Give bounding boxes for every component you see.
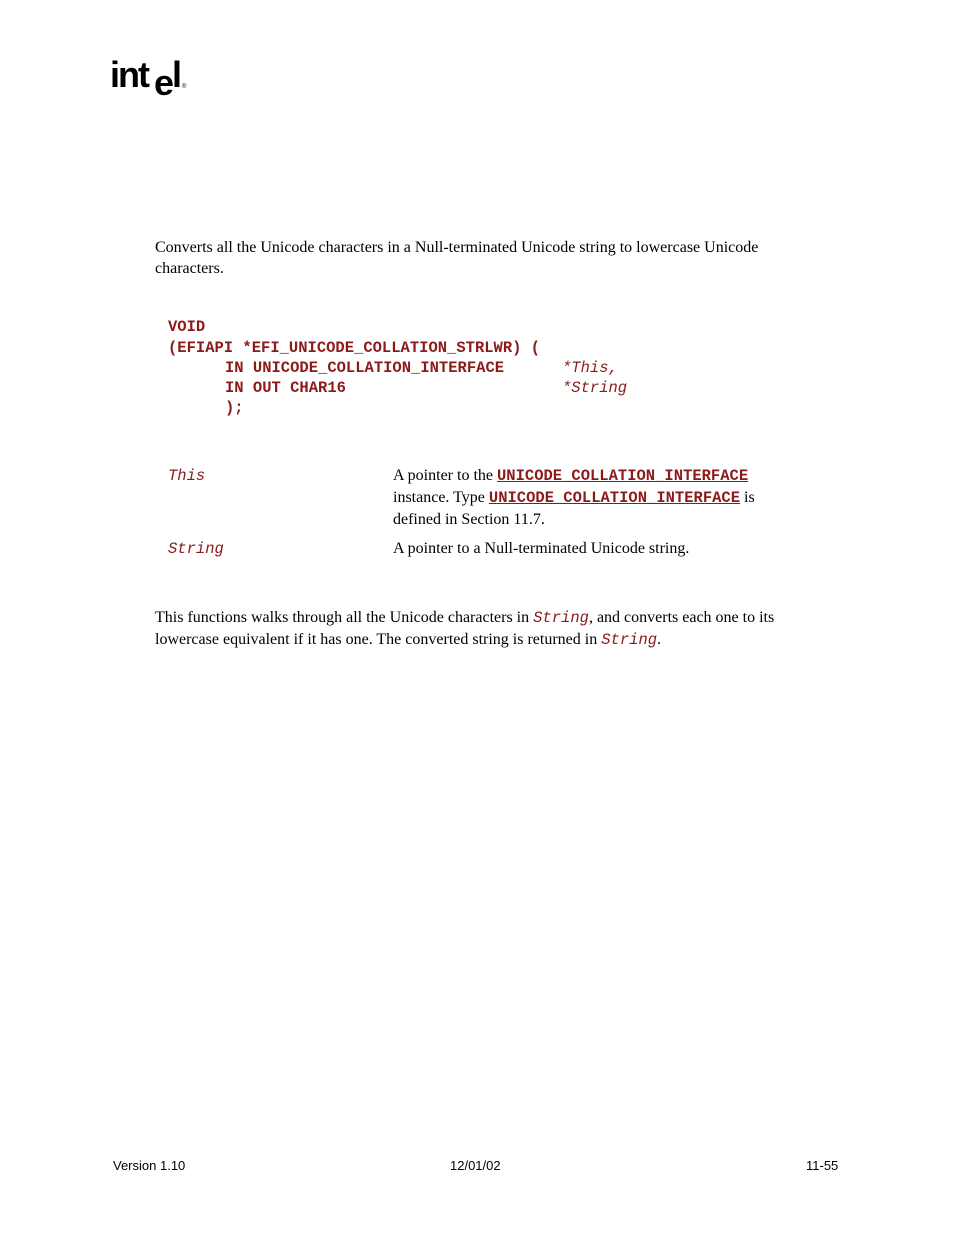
param-desc-this <box>393 465 823 530</box>
prototype-return-type: VOID <box>168 318 206 336</box>
footer-date: 12/01/02 <box>450 1158 501 1173</box>
logo-text-int: int <box>110 54 148 95</box>
intel-logo <box>110 54 190 103</box>
description-line2-text-b: . <box>657 631 662 648</box>
prototype-close: ); <box>225 399 244 417</box>
param-name-string: String <box>168 540 224 558</box>
param-desc-this-text-d: defined in Section 11.7. <box>393 511 545 528</box>
description-line1-text-b: , and converts each one to its <box>588 609 775 626</box>
param-name-this: This <box>168 467 206 485</box>
description-paragraph <box>155 607 845 651</box>
param-desc-this-text-b: instance. Type <box>393 489 489 506</box>
prototype-param2-type: IN OUT CHAR16 <box>225 379 346 397</box>
summary-paragraph <box>155 237 835 279</box>
link-unicode-collation-interface-2[interactable]: UNICODE_COLLATION_INTERFACE <box>488 489 741 507</box>
footer-version: Version 1.10 <box>113 1158 186 1173</box>
summary-line-1: Converts all the Unicode characters in a Null-terminated Unicode string to lowercase Unicode <box>155 239 759 256</box>
description-line2-text-a: lowercase equivalent if it has one. The converted string is returned in <box>155 631 602 648</box>
summary-line-2: characters. <box>155 260 224 277</box>
description-line1-code: String <box>533 609 589 627</box>
prototype-param2-name: *String <box>562 379 628 397</box>
logo-registered-mark: ® <box>182 84 187 90</box>
footer-page-number: 11-55 <box>806 1158 839 1173</box>
prototype-param1-type: IN UNICODE_COLLATION_INTERFACE <box>225 359 505 377</box>
prototype-param1-name: *This, <box>562 359 618 377</box>
description-line2-code: String <box>601 631 658 649</box>
link-unicode-collation-interface-1[interactable]: UNICODE_COLLATION_INTERFACE <box>496 467 749 485</box>
param-desc-string: A pointer to a Null-terminated Unicode string. <box>393 540 690 557</box>
prototype-declaration: (EFIAPI *EFI_UNICODE_COLLATION_STRLWR) ( <box>168 339 541 357</box>
param-desc-this-text-c: is <box>740 489 755 506</box>
description-line1-text-a: This functions walks through all the Unicode characters in <box>155 609 534 626</box>
param-desc-this-text-a: A pointer to the <box>393 467 497 484</box>
logo-text-e: e <box>154 62 173 103</box>
logo-text-l: l <box>172 54 181 95</box>
